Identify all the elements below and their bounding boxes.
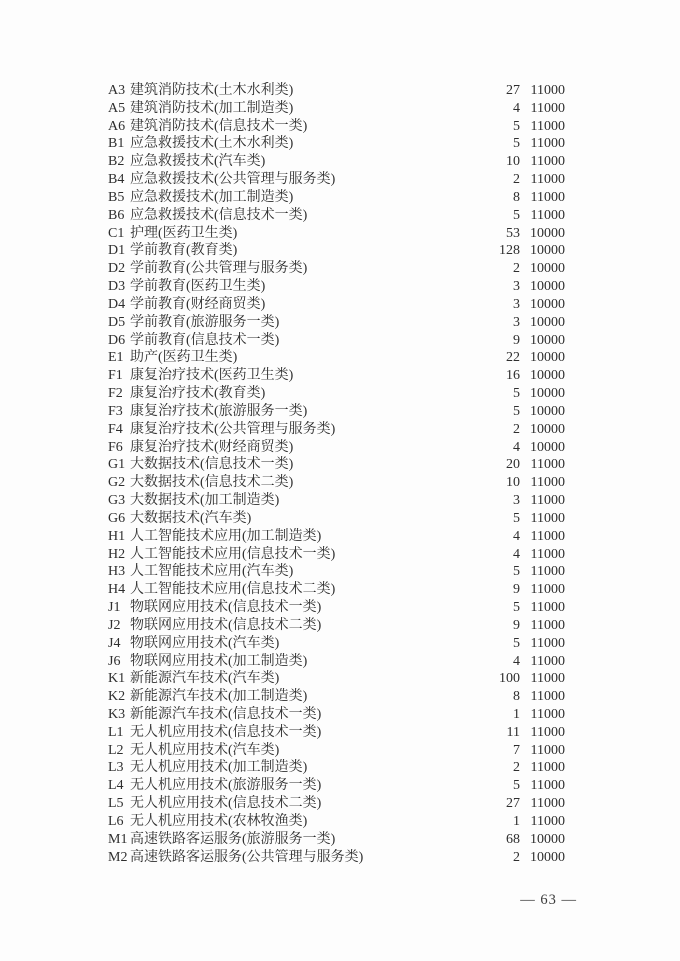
table-row (108, 439, 565, 457)
table-row (108, 225, 565, 243)
table-row (108, 528, 565, 546)
table-row (108, 260, 565, 278)
tuition-fee: 11000 (530, 154, 565, 170)
program-name: 大数据技术(汽车类) (130, 510, 252, 526)
program-code: G2 (108, 475, 126, 491)
program-code: A6 (108, 118, 126, 134)
table-row (108, 153, 565, 171)
table-row (108, 474, 565, 492)
program-name: 建筑消防技术(信息技术一类) (130, 118, 308, 134)
tuition-fee: 11000 (530, 582, 565, 598)
plan-count: 5 (513, 510, 520, 526)
program-code: J6 (108, 653, 121, 669)
program-name: 无人机应用技术(加工制造类) (130, 760, 308, 776)
plan-count: 3 (513, 296, 520, 312)
program-code: A5 (108, 100, 126, 116)
plan-count: 2 (513, 760, 520, 776)
program-name: 物联网应用技术(信息技术一类) (130, 600, 322, 616)
plan-count: 10 (506, 475, 520, 491)
tuition-fee: 11000 (530, 778, 565, 794)
program-code: B2 (108, 154, 125, 170)
program-code: M2 (108, 849, 128, 865)
plan-count: 1 (513, 813, 520, 829)
program-name: 建筑消防技术(土木水利类) (130, 83, 294, 98)
table-row (108, 795, 565, 813)
table-row (108, 278, 565, 296)
program-code: F4 (108, 421, 123, 437)
table-row (108, 171, 565, 189)
table-row (108, 724, 565, 742)
tuition-fee: 11000 (530, 689, 565, 705)
program-code: D5 (108, 314, 126, 330)
program-name: 应急救援技术(加工制造类) (130, 189, 294, 205)
plan-count: 4 (513, 439, 520, 455)
tuition-fee: 11000 (530, 475, 565, 491)
table-row (108, 546, 565, 564)
program-name: 应急救援技术(信息技术一类) (130, 207, 308, 223)
program-name: 学前教育(公共管理与服务类) (130, 261, 308, 277)
tuition-fee: 11000 (530, 653, 565, 669)
program-name: 康复治疗技术(财经商贸类) (130, 439, 294, 455)
plan-count: 9 (513, 582, 520, 598)
table-row (108, 135, 565, 153)
program-code: B6 (108, 207, 125, 223)
table-row (108, 563, 565, 581)
program-code: K3 (108, 706, 126, 722)
table-row (108, 349, 565, 367)
plan-count: 1 (513, 706, 520, 722)
table-row (108, 777, 565, 795)
program-name: 建筑消防技术(加工制造类) (130, 100, 294, 116)
program-name: 应急救援技术(汽车类) (130, 154, 266, 170)
program-name: 大数据技术(加工制造类) (130, 493, 280, 509)
tuition-fee: 11000 (530, 671, 565, 687)
table-row (108, 492, 565, 510)
table-row (108, 367, 565, 385)
program-name: 学前教育(旅游服务一类) (130, 314, 280, 330)
plan-count: 68 (506, 831, 520, 847)
plan-count: 2 (513, 172, 520, 188)
plan-count: 3 (513, 493, 520, 509)
table-row (108, 742, 565, 760)
program-code: L6 (108, 813, 124, 829)
tuition-fee: 11000 (530, 742, 565, 758)
table-row (108, 100, 565, 118)
plan-count: 8 (513, 689, 520, 705)
program-name: 人工智能技术应用(信息技术一类) (130, 546, 336, 562)
plan-count: 9 (513, 332, 520, 348)
tuition-fee: 11000 (530, 760, 565, 776)
tuition-fee: 11000 (530, 172, 565, 188)
tuition-fee: 11000 (530, 510, 565, 526)
tuition-fee: 11000 (530, 100, 565, 116)
tuition-fee: 10000 (530, 849, 565, 865)
plan-count: 8 (513, 189, 520, 205)
tuition-fee: 11000 (530, 207, 565, 223)
table-row (108, 813, 565, 831)
program-code: D1 (108, 243, 126, 259)
table-row (108, 635, 565, 653)
plan-count: 5 (513, 136, 520, 152)
program-code: D3 (108, 279, 126, 295)
table-row (108, 296, 565, 314)
program-code: J4 (108, 635, 121, 651)
table-row (108, 456, 565, 474)
program-name: 康复治疗技术(旅游服务一类) (130, 403, 308, 419)
tuition-fee: 10000 (530, 225, 565, 241)
plan-count: 4 (513, 100, 520, 116)
plan-count: 7 (513, 742, 520, 758)
program-name: 人工智能技术应用(加工制造类) (130, 528, 322, 544)
program-code: J1 (108, 600, 121, 616)
program-code: L2 (108, 742, 124, 758)
tuition-fee: 10000 (530, 421, 565, 437)
program-name: 大数据技术(信息技术一类) (130, 457, 294, 473)
plan-count: 11 (506, 724, 520, 740)
tuition-fee: 11000 (530, 457, 565, 473)
program-code: B5 (108, 189, 125, 205)
plan-count: 3 (513, 314, 520, 330)
tuition-fee: 11000 (530, 617, 565, 633)
plan-count: 16 (506, 368, 520, 384)
tuition-fee: 11000 (530, 528, 565, 544)
program-name: 无人机应用技术(信息技术二类) (130, 796, 322, 812)
tuition-fee: 11000 (530, 813, 565, 829)
plan-count: 5 (513, 778, 520, 794)
plan-count: 10 (506, 154, 520, 170)
plan-count: 5 (513, 207, 520, 223)
program-name: 高速铁路客运服务(旅游服务一类) (130, 831, 336, 847)
program-name: 康复治疗技术(教育类) (130, 386, 266, 402)
table-row (108, 670, 565, 688)
table-row (108, 385, 565, 403)
program-code: H1 (108, 528, 126, 544)
program-code: A3 (108, 83, 126, 98)
program-code: H2 (108, 546, 126, 562)
plan-count: 20 (506, 457, 520, 473)
program-name: 无人机应用技术(农林牧渔类) (130, 813, 308, 829)
plan-count: 5 (513, 386, 520, 402)
tuition-fee: 10000 (530, 386, 565, 402)
plan-count: 9 (513, 617, 520, 633)
program-code: L5 (108, 796, 124, 812)
tuition-fee: 11000 (530, 136, 565, 152)
table-row (108, 118, 565, 136)
tuition-fee: 11000 (530, 189, 565, 205)
program-name: 护理(医药卫生类) (130, 225, 238, 241)
program-code: B4 (108, 172, 125, 188)
plan-count: 4 (513, 546, 520, 562)
plan-count: 5 (513, 600, 520, 616)
program-code: K1 (108, 671, 126, 687)
tuition-fee: 11000 (530, 600, 565, 616)
tuition-fee: 11000 (530, 724, 565, 740)
program-name: 人工智能技术应用(汽车类) (130, 564, 294, 580)
table-row (108, 510, 565, 528)
program-name: 康复治疗技术(公共管理与服务类) (130, 421, 336, 437)
table-row (108, 314, 565, 332)
program-code: K2 (108, 689, 126, 705)
program-code: B1 (108, 136, 125, 152)
program-code: G3 (108, 493, 126, 509)
program-name: 人工智能技术应用(信息技术二类) (130, 582, 336, 598)
table-row (108, 242, 565, 260)
plan-count: 2 (513, 849, 520, 865)
table-row (108, 82, 565, 100)
program-code: F6 (108, 439, 123, 455)
tuition-fee: 10000 (530, 243, 565, 259)
table-row (108, 189, 565, 207)
program-name: 高速铁路客运服务(公共管理与服务类) (130, 849, 364, 865)
table-row (108, 653, 565, 671)
program-name: 应急救援技术(土木水利类) (130, 136, 294, 152)
plan-count: 5 (513, 403, 520, 419)
plan-count: 5 (513, 564, 520, 580)
program-table (108, 82, 565, 866)
program-code: J2 (108, 617, 121, 633)
plan-count: 4 (513, 653, 520, 669)
program-name: 学前教育(医药卫生类) (130, 279, 266, 295)
program-name: 物联网应用技术(加工制造类) (130, 653, 308, 669)
tuition-fee: 11000 (530, 83, 565, 98)
program-name: 学前教育(教育类) (130, 243, 238, 259)
plan-count: 27 (506, 796, 520, 812)
plan-count: 53 (506, 225, 520, 241)
program-name: 新能源汽车技术(汽车类) (130, 671, 280, 687)
plan-count: 5 (513, 635, 520, 651)
program-name: 康复治疗技术(医药卫生类) (130, 368, 294, 384)
program-code: H4 (108, 582, 126, 598)
program-name: 助产(医药卫生类) (130, 350, 238, 366)
table-row (108, 849, 565, 867)
plan-count: 5 (513, 118, 520, 134)
tuition-fee: 11000 (530, 796, 565, 812)
program-code: D4 (108, 296, 126, 312)
program-code: G1 (108, 457, 126, 473)
program-name: 无人机应用技术(汽车类) (130, 742, 280, 758)
tuition-fee: 11000 (530, 564, 565, 580)
page-number: — 63 — (520, 892, 577, 908)
tuition-fee: 11000 (530, 546, 565, 562)
plan-count: 2 (513, 421, 520, 437)
table-row (108, 599, 565, 617)
program-code: D6 (108, 332, 126, 348)
program-code: M1 (108, 831, 128, 847)
program-name: 无人机应用技术(信息技术一类) (130, 724, 322, 740)
program-code: G6 (108, 510, 126, 526)
table-row (108, 831, 565, 849)
tuition-fee: 11000 (530, 493, 565, 509)
tuition-fee: 10000 (530, 831, 565, 847)
plan-count: 22 (506, 350, 520, 366)
program-code: D2 (108, 261, 126, 277)
program-code: F2 (108, 386, 123, 402)
plan-count: 100 (499, 671, 520, 687)
plan-count: 27 (506, 83, 520, 98)
tuition-fee: 10000 (530, 261, 565, 277)
tuition-fee: 10000 (530, 350, 565, 366)
table-row (108, 581, 565, 599)
tuition-fee: 10000 (530, 279, 565, 295)
program-name: 学前教育(财经商贸类) (130, 296, 266, 312)
table-row (108, 706, 565, 724)
table-row (108, 759, 565, 777)
program-code: H3 (108, 564, 126, 580)
plan-count: 128 (499, 243, 520, 259)
tuition-fee: 10000 (530, 439, 565, 455)
program-name: 大数据技术(信息技术二类) (130, 475, 294, 491)
table-row (108, 332, 565, 350)
plan-count: 4 (513, 528, 520, 544)
program-name: 新能源汽车技术(信息技术一类) (130, 706, 322, 722)
program-code: E1 (108, 350, 124, 366)
plan-count: 3 (513, 279, 520, 295)
tuition-fee: 10000 (530, 296, 565, 312)
program-name: 物联网应用技术(信息技术二类) (130, 617, 322, 633)
table-row (108, 207, 565, 225)
program-name: 应急救援技术(公共管理与服务类) (130, 172, 336, 188)
tuition-fee: 10000 (530, 368, 565, 384)
program-code: F3 (108, 403, 123, 419)
tuition-fee: 11000 (530, 118, 565, 134)
tuition-fee: 10000 (530, 332, 565, 348)
program-code: L3 (108, 760, 124, 776)
program-name: 无人机应用技术(旅游服务一类) (130, 778, 322, 794)
table-row (108, 688, 565, 706)
program-code: F1 (108, 368, 123, 384)
program-name: 新能源汽车技术(加工制造类) (130, 689, 308, 705)
tuition-fee: 10000 (530, 314, 565, 330)
table-row (108, 617, 565, 635)
tuition-fee: 11000 (530, 635, 565, 651)
table-row (108, 403, 565, 421)
tuition-fee: 11000 (530, 706, 565, 722)
program-name: 物联网应用技术(汽车类) (130, 635, 280, 651)
program-code: L1 (108, 724, 124, 740)
program-code: C1 (108, 225, 125, 241)
plan-count: 2 (513, 261, 520, 277)
table-row (108, 421, 565, 439)
program-code: L4 (108, 778, 124, 794)
program-name: 学前教育(信息技术一类) (130, 332, 280, 348)
tuition-fee: 10000 (530, 403, 565, 419)
